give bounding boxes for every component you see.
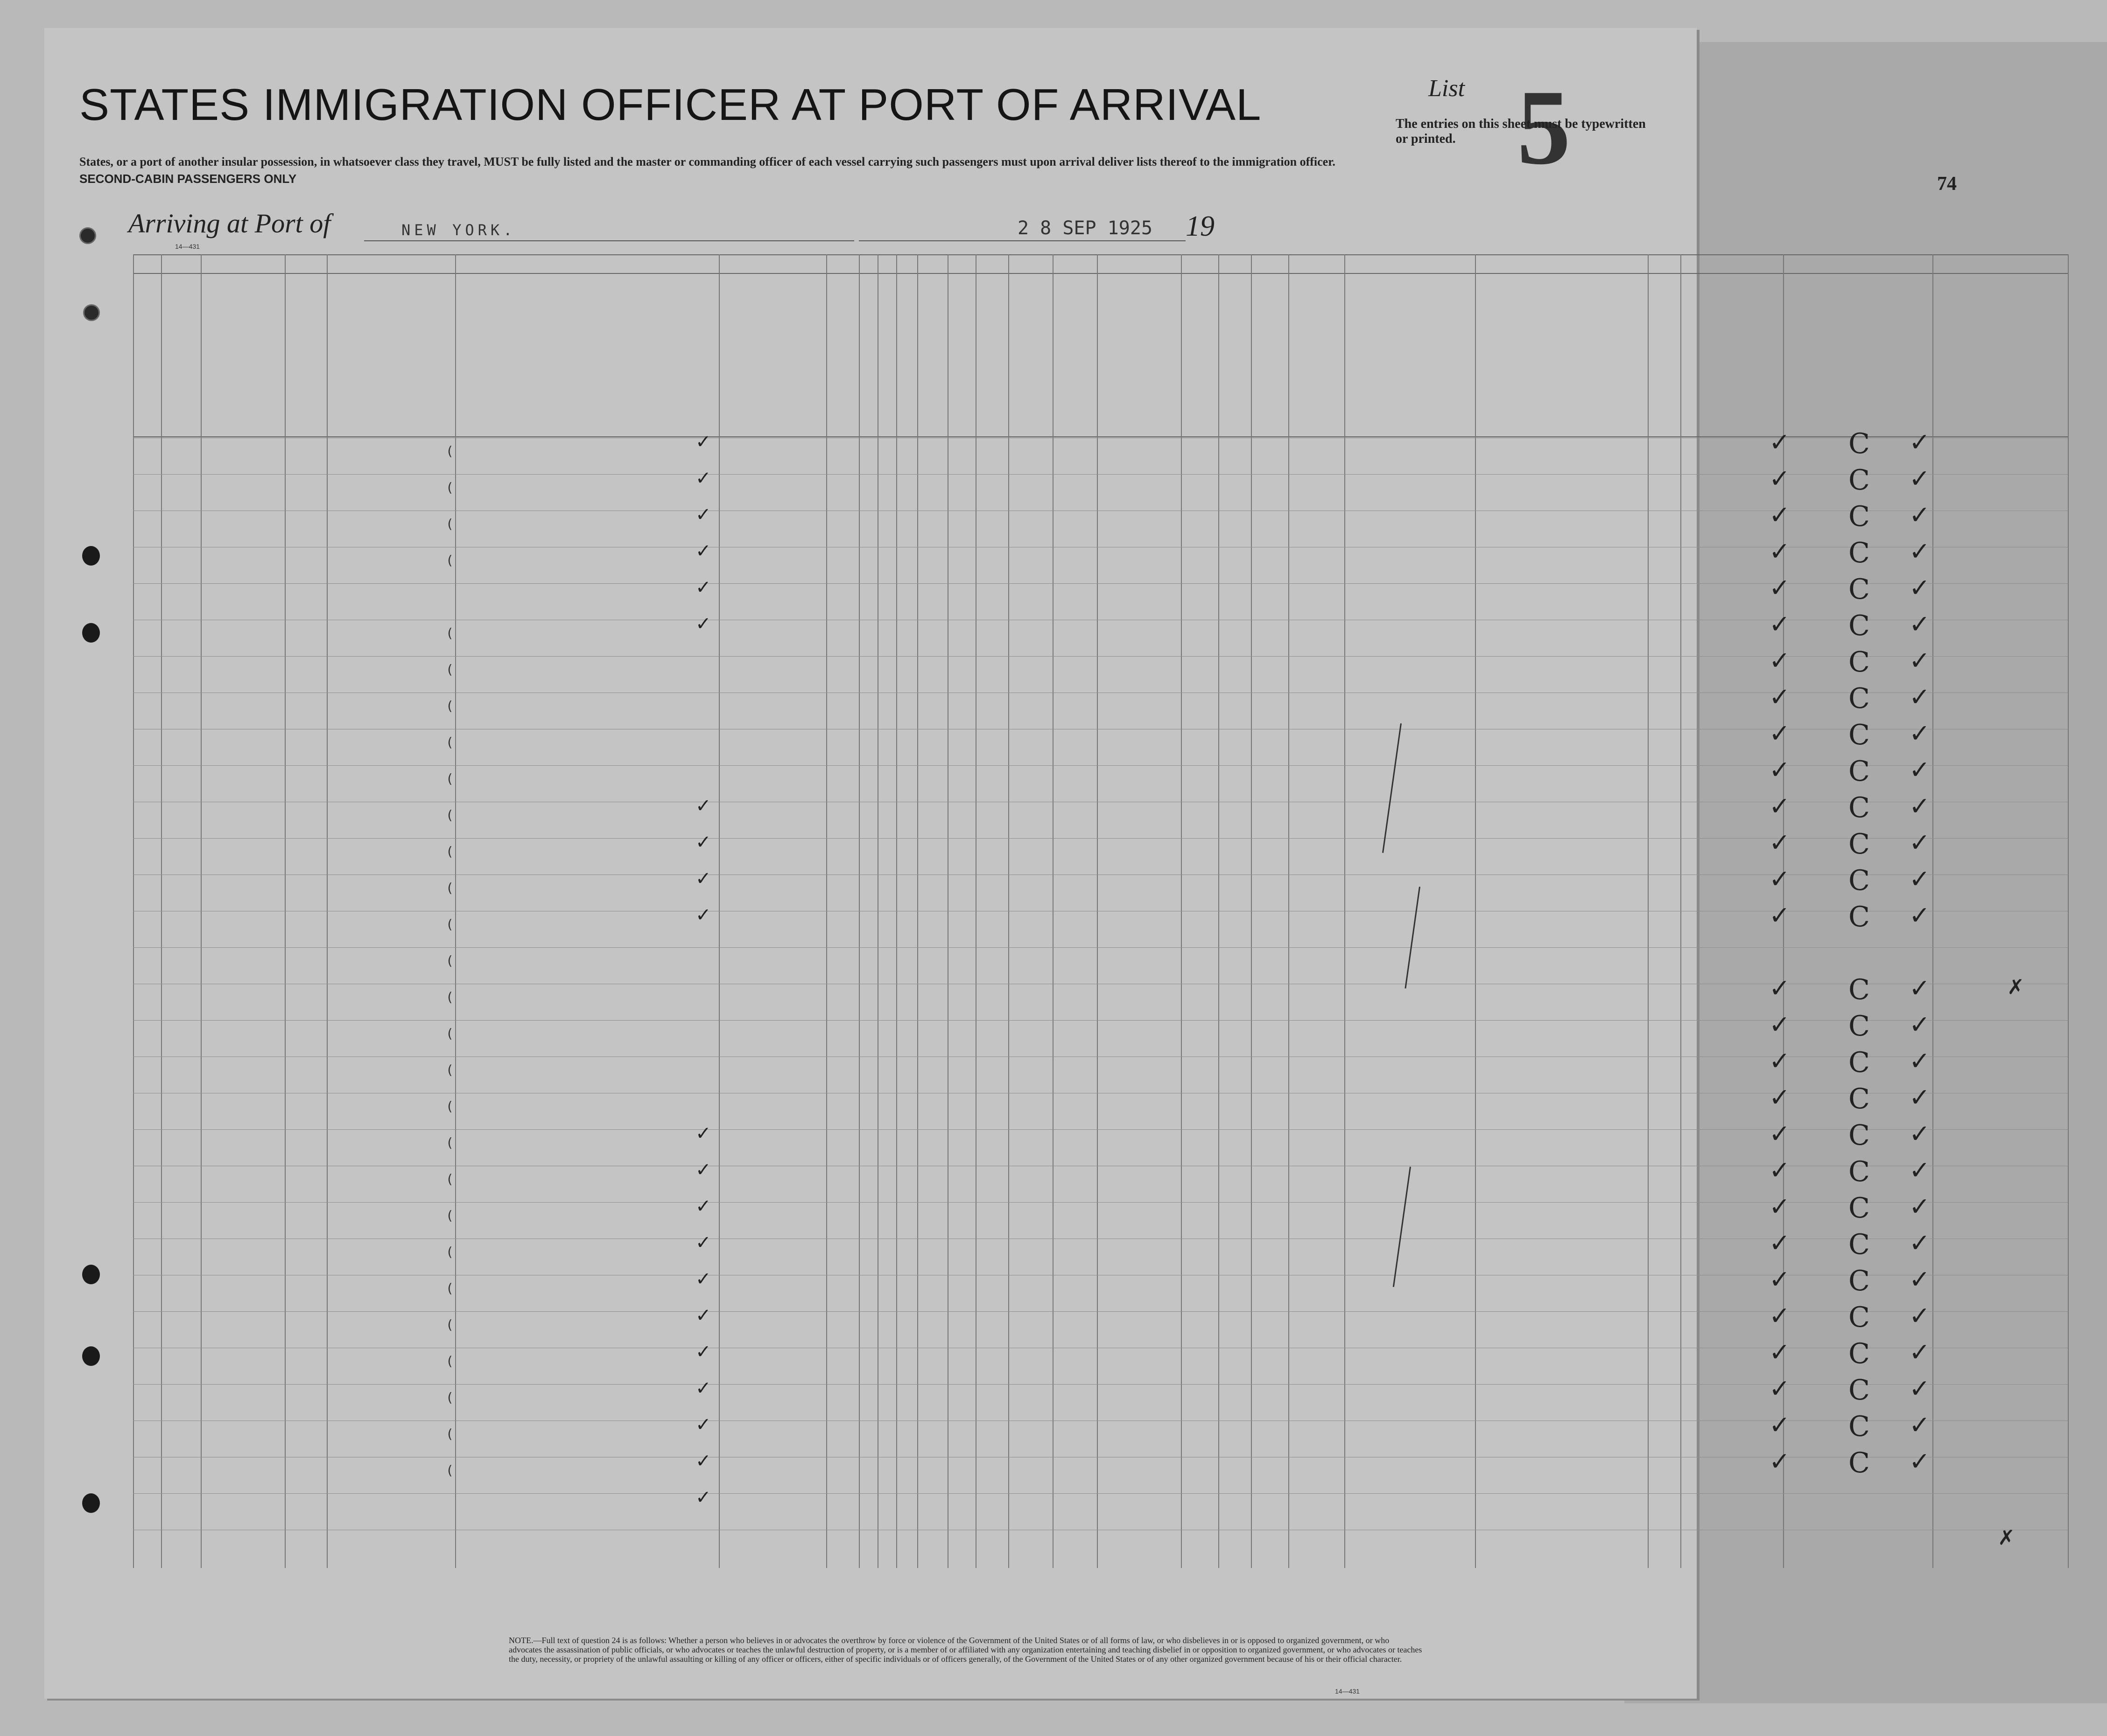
check-mark: ✓	[695, 1196, 711, 1217]
check-mark: C	[1848, 1155, 1870, 1188]
footnote: NOTE.—Full text of question 24 is as follows: Whether a person who believes in or advocates the overthrow by force or violence of the Government of the United States or of all forms of law, or who disbelieves in or is opposed to organized government, or who advocates the assassination of public officials, or who advocates or teaches the unlawful destruction of property, or is a member of or affiliated with any organization entertaining and teaching disbelief in or opposition to organized government, or who advocates or teaches the duty, necessity, or propriety of the unlawful assaulting or killing of any officer or officers, either of specific individuals or of officers generally, of the Government of the United States or of any other organized government because of his or their official character.	[509, 1636, 1422, 1664]
check-mark: ✓	[1769, 1301, 1791, 1330]
check-mark: ✓	[1769, 646, 1791, 675]
check-mark: C	[1848, 646, 1870, 679]
table-rule	[133, 273, 2068, 274]
bracket-mark: (	[446, 880, 454, 896]
bracket-mark: (	[446, 698, 454, 714]
bracket-mark: (	[446, 735, 454, 750]
binder-hole	[82, 1346, 100, 1366]
binder-hole	[79, 227, 96, 244]
check-mark: ✓	[695, 1378, 711, 1399]
check-mark: ✓	[1769, 500, 1791, 530]
check-mark: C	[1848, 973, 1870, 1006]
binder-hole	[82, 1493, 100, 1513]
year-prefix: 19	[1186, 210, 1215, 242]
bracket-mark: (	[446, 1026, 454, 1041]
check-mark: ✓	[695, 1305, 711, 1326]
x-mark: ✗	[2007, 975, 2024, 999]
check-mark: C	[1848, 573, 1870, 606]
check-mark: C	[1848, 719, 1870, 751]
port-rule	[364, 240, 854, 241]
check-mark: C	[1848, 1447, 1870, 1479]
footnote-form-code: 14—431	[1335, 1687, 1360, 1695]
check-mark: ✓	[1769, 537, 1791, 566]
check-mark: ✓	[695, 577, 711, 598]
bracket-mark: (	[446, 1281, 454, 1296]
row-rule	[133, 947, 2068, 948]
bracket-mark: (	[446, 1463, 454, 1478]
bracket-mark: (	[446, 662, 454, 677]
check-mark: ✓	[1769, 573, 1791, 602]
check-mark: ✓	[1909, 682, 1931, 712]
check-mark: ✓	[1909, 500, 1931, 530]
check-mark: ✓	[1769, 1265, 1791, 1294]
check-mark: ✓	[695, 1414, 711, 1435]
check-mark: ✓	[695, 795, 711, 817]
bracket-mark: (	[446, 553, 454, 568]
check-mark: C	[1848, 1337, 1870, 1370]
check-mark: ✓	[695, 540, 711, 562]
check-mark: ✓	[1769, 427, 1791, 457]
check-mark: ✓	[1769, 464, 1791, 493]
check-mark: ✓	[1909, 1410, 1931, 1440]
bracket-mark: (	[446, 1244, 454, 1260]
check-mark: ✓	[1769, 1374, 1791, 1403]
check-mark: ✓	[1769, 1046, 1791, 1076]
check-mark: C	[1848, 500, 1870, 533]
table-rule	[133, 254, 2068, 255]
binder-hole	[82, 546, 100, 566]
check-mark: ✓	[1909, 573, 1931, 602]
check-mark: C	[1848, 1265, 1870, 1297]
check-mark: ✓	[695, 1450, 711, 1472]
check-mark: ✓	[1909, 719, 1931, 748]
check-mark: ✓	[1769, 1337, 1791, 1367]
check-mark: ✓	[1909, 1301, 1931, 1330]
bracket-mark: (	[446, 625, 454, 641]
check-mark: ✓	[695, 431, 711, 453]
check-mark: ✓	[695, 1268, 711, 1290]
check-mark: ✓	[1769, 1119, 1791, 1148]
check-mark: C	[1848, 537, 1870, 569]
check-mark: ✓	[695, 1123, 711, 1144]
check-mark: ✓	[1769, 901, 1791, 930]
check-mark: ✓	[695, 1232, 711, 1253]
row-rule	[133, 1493, 2068, 1494]
bracket-mark: (	[446, 1062, 454, 1078]
bracket-mark: (	[446, 1426, 454, 1442]
check-mark: ✓	[1909, 973, 1931, 1003]
check-mark: ✓	[1909, 828, 1931, 857]
check-mark: ✓	[1909, 901, 1931, 930]
check-mark: ✓	[1909, 1046, 1931, 1076]
check-mark: ✓	[1909, 1119, 1931, 1148]
check-mark: ✓	[1909, 1010, 1931, 1039]
page-title: STATES IMMIGRATION OFFICER AT PORT OF ARRIVAL	[79, 80, 1262, 130]
typewritten-note: The entries on this sheet must be typewritten or printed.	[1396, 117, 1646, 146]
page-subtitle: States, or a port of another insular possession, in whatsoever class they travel, MUST be fully listed and the master or commanding officer of each vessel carrying such passengers must upon arrival deliver lists thereof to the immigration officer.	[79, 155, 1335, 168]
check-mark: ✓	[1769, 1410, 1791, 1440]
bracket-mark: (	[446, 771, 454, 786]
check-mark: C	[1848, 828, 1870, 861]
check-mark: ✓	[695, 613, 711, 635]
binder-hole	[82, 1265, 100, 1284]
list-number: 5	[1517, 68, 1571, 187]
check-mark: ✓	[1909, 427, 1931, 457]
check-mark: ✓	[1909, 1374, 1931, 1403]
check-mark: ✓	[1909, 537, 1931, 566]
manifest-page	[44, 28, 1697, 1699]
check-mark: ✓	[1769, 791, 1791, 821]
bracket-mark: (	[446, 1317, 454, 1332]
check-mark: C	[1848, 609, 1870, 642]
arriving-label: Arriving at Port of	[128, 208, 331, 238]
bracket-mark: (	[446, 844, 454, 859]
check-mark: ✓	[695, 832, 711, 853]
check-mark: C	[1848, 1192, 1870, 1225]
check-mark: ✓	[1909, 1155, 1931, 1185]
bracket-mark: (	[446, 443, 454, 459]
check-mark: C	[1848, 864, 1870, 897]
check-mark: C	[1848, 1119, 1870, 1152]
check-mark: ✓	[1769, 682, 1791, 712]
check-mark: ✓	[1769, 828, 1791, 857]
check-mark: C	[1848, 1083, 1870, 1115]
bracket-mark: (	[446, 1099, 454, 1114]
check-mark: C	[1848, 1010, 1870, 1043]
check-mark: ✓	[695, 1159, 711, 1181]
check-mark: ✓	[695, 868, 711, 889]
bracket-mark: (	[446, 516, 454, 532]
column-rule	[2068, 254, 2069, 1568]
check-mark: ✓	[1909, 1447, 1931, 1476]
check-mark: ✓	[1769, 1192, 1791, 1221]
bracket-mark: (	[446, 1390, 454, 1405]
check-mark: ✓	[1909, 1192, 1931, 1221]
check-mark: ✓	[1769, 609, 1791, 639]
cabin-class: SECOND-CABIN PASSENGERS ONLY	[79, 172, 297, 186]
bracket-mark: (	[446, 480, 454, 495]
check-mark: ✓	[1769, 864, 1791, 894]
arrival-date-stamp: 2 8 SEP 1925	[1018, 217, 1152, 239]
check-mark: ✓	[1769, 1155, 1791, 1185]
check-mark: ✓	[1909, 646, 1931, 675]
bracket-mark: (	[446, 1135, 454, 1150]
bracket-mark: (	[446, 1171, 454, 1187]
check-mark: ✓	[1769, 719, 1791, 748]
check-mark: ✓	[695, 468, 711, 489]
date-rule	[859, 240, 1186, 241]
check-mark: ✓	[1769, 1083, 1791, 1112]
check-mark: ✓	[1769, 1010, 1791, 1039]
check-mark: ✓	[1909, 864, 1931, 894]
check-mark: ✓	[695, 904, 711, 926]
list-label: List	[1428, 75, 1465, 102]
check-mark: C	[1848, 791, 1870, 824]
binder-hole	[83, 304, 100, 321]
binder-hole	[82, 623, 100, 643]
check-mark: ✓	[1909, 1337, 1931, 1367]
bracket-mark: (	[446, 1353, 454, 1369]
check-mark: C	[1848, 1046, 1870, 1079]
bracket-mark: (	[446, 807, 454, 823]
form-code: 14—431	[175, 243, 200, 250]
check-mark: C	[1848, 464, 1870, 497]
check-mark: C	[1848, 901, 1870, 933]
check-mark: C	[1848, 1410, 1870, 1443]
check-mark: ✓	[1909, 791, 1931, 821]
check-mark: ✓	[1909, 1265, 1931, 1294]
page-number: 74	[1937, 173, 1957, 195]
bracket-mark: (	[446, 917, 454, 932]
check-mark: ✓	[1769, 755, 1791, 784]
port-of-arrival: NEW YORK.	[401, 221, 516, 239]
bracket-mark: (	[446, 1208, 454, 1223]
check-mark: ✓	[695, 504, 711, 525]
check-mark: ✓	[1909, 609, 1931, 639]
check-mark: ✓	[1909, 1228, 1931, 1258]
check-mark: ✓	[1769, 1447, 1791, 1476]
check-mark: ✓	[695, 1341, 711, 1363]
check-mark: C	[1848, 427, 1870, 460]
check-mark: C	[1848, 682, 1870, 715]
check-mark: ✓	[1769, 973, 1791, 1003]
bracket-mark: (	[446, 989, 454, 1005]
bracket-mark: (	[446, 953, 454, 968]
x-mark: ✗	[1998, 1526, 2015, 1550]
check-mark: C	[1848, 1228, 1870, 1261]
check-mark: ✓	[695, 1487, 711, 1508]
check-mark: ✓	[1909, 464, 1931, 493]
check-mark: ✓	[1769, 1228, 1791, 1258]
check-mark: ✓	[1909, 755, 1931, 784]
check-mark: C	[1848, 755, 1870, 788]
check-mark: C	[1848, 1374, 1870, 1407]
check-mark: ✓	[1909, 1083, 1931, 1112]
check-mark: C	[1848, 1301, 1870, 1334]
